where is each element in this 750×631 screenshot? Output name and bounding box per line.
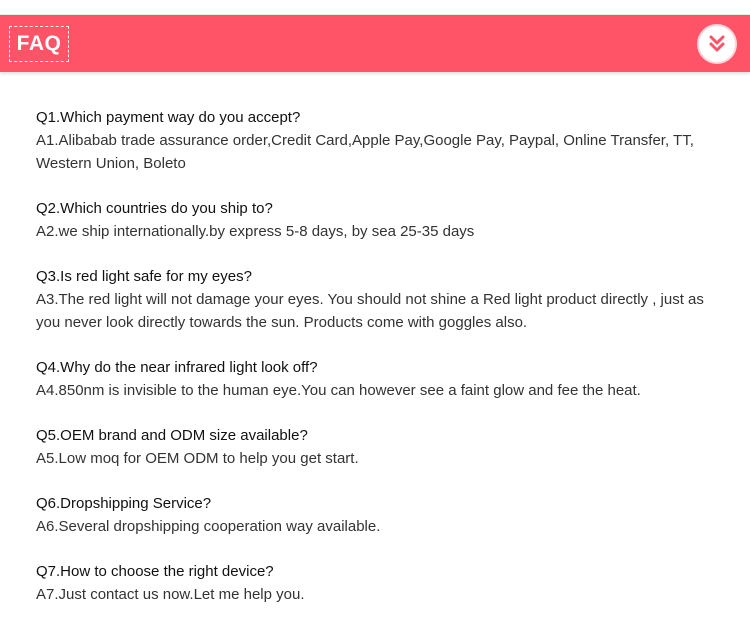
faq-item — [36, 424, 726, 470]
faq-question: Q4.Why do the near infrared light look off? — [36, 359, 318, 376]
faq-title-badge — [9, 26, 69, 62]
faq-question: Q3.Is red light safe for my eyes? — [36, 268, 252, 285]
faq-question: Q7.How to choose the right device? — [36, 563, 274, 580]
faq-item — [36, 197, 726, 243]
faq-header-banner — [0, 15, 750, 72]
faq-answer: A2.we ship internationally.by express 5-8 days, by sea 25-35 days — [36, 223, 475, 240]
top-divider — [0, 0, 750, 15]
faq-answer: A5.Low moq for OEM ODM to help you get start. — [36, 450, 359, 467]
faq-question: Q6.Dropshipping Service? — [36, 495, 212, 512]
faq-item — [36, 560, 726, 606]
faq-item — [36, 106, 726, 175]
faq-item — [36, 356, 726, 402]
faq-item — [36, 492, 726, 538]
faq-title: FAQ — [16, 32, 62, 55]
faq-question: Q1.Which payment way do you accept? — [36, 109, 301, 126]
faq-question: Q5.OEM brand and ODM size available? — [36, 427, 308, 444]
faq-answer: A1.Alibabab trade assurance order,Credit Card,Apple Pay,Google Pay, Paypal, Online Transfer, TT, Western Union, Boleto — [36, 132, 694, 172]
faq-answer: A3.The red light will not damage your eyes. You should not shine a Red light product directly , just as you never look directly towards the sun. Products come with goggles also. — [36, 291, 704, 331]
faq-answer: A6.Several dropshipping cooperation way available. — [36, 518, 381, 535]
faq-answer: A7.Just contact us now.Let me help you. — [36, 586, 305, 603]
faq-question: Q2.Which countries do you ship to? — [36, 200, 273, 217]
faq-item — [36, 265, 726, 334]
collapse-toggle-button[interactable] — [697, 24, 737, 64]
faq-answer: A4.850nm is invisible to the human eye.You can however see a faint glow and fee the heat. — [36, 382, 641, 399]
faq-list — [36, 106, 726, 628]
chevron-double-down-icon — [706, 33, 728, 55]
